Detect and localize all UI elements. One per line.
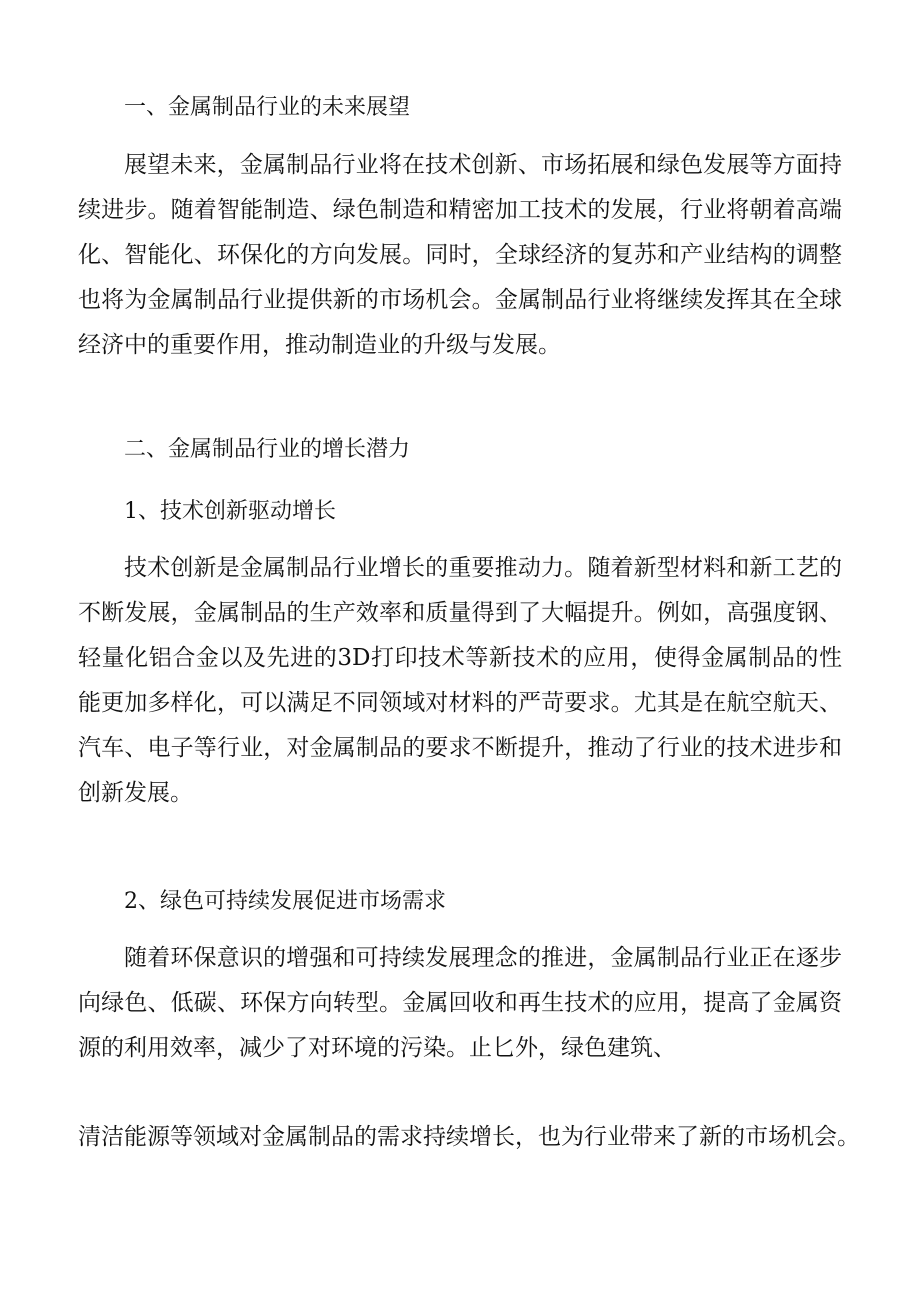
subsection1-paragraph: 技术创新是金属制品行业增长的重要推动力。随着新型材料和新工艺的不断发展，金属制品的生产效率和质量得到了大幅提升。例如，高强度钢、轻量化铝合金以及先进的3D打印技术等新技术的应用，使得金属制品的性能更加多样化，可以满足不同领域对材料的严苛要求。尤其是在航空航天、汽车、电子等行业，对金属制品的要求不断提升，推动了行业的技术进步和创新发展。 xyxy=(78,555,842,806)
subsection2-heading: 2、绿色可持续发展促进市场需求 xyxy=(124,889,446,914)
section2-heading: 二、金属制品行业的增长潜力 xyxy=(124,437,411,462)
section1-heading: 一、金属制品行业的未来展望 xyxy=(124,95,411,120)
section1-paragraph: 展望未来，金属制品行业将在技术创新、市场拓展和绿色发展等方面持续进步。随着智能制造、绿色制造和精密加工技术的发展，行业将朝着高端化、智能化、环保化的方向发展。同时，全球经济的复苏和产业结构的调整也将为金属制品行业提供新的市场机会。金属制品行业将继续发挥其在全球经济中的重要作用，推动制造业的升级与发展。 xyxy=(78,152,842,358)
subsection1-heading: 1、技术创新驱动增长 xyxy=(124,499,336,524)
subsection2-paragraph-continued: 清洁能源等领域对金属制品的需求持续增长，也为行业带来了新的市场机会。 xyxy=(78,1124,860,1150)
subsection2-paragraph: 随着环保意识的增强和可持续发展理念的推进，金属制品行业正在逐步向绿色、低碳、环保方向转型。金属回收和再生技术的应用，提高了金属资源的利用效率，减少了对环境的污染。止匕外，绿色建筑、 xyxy=(78,945,842,1061)
